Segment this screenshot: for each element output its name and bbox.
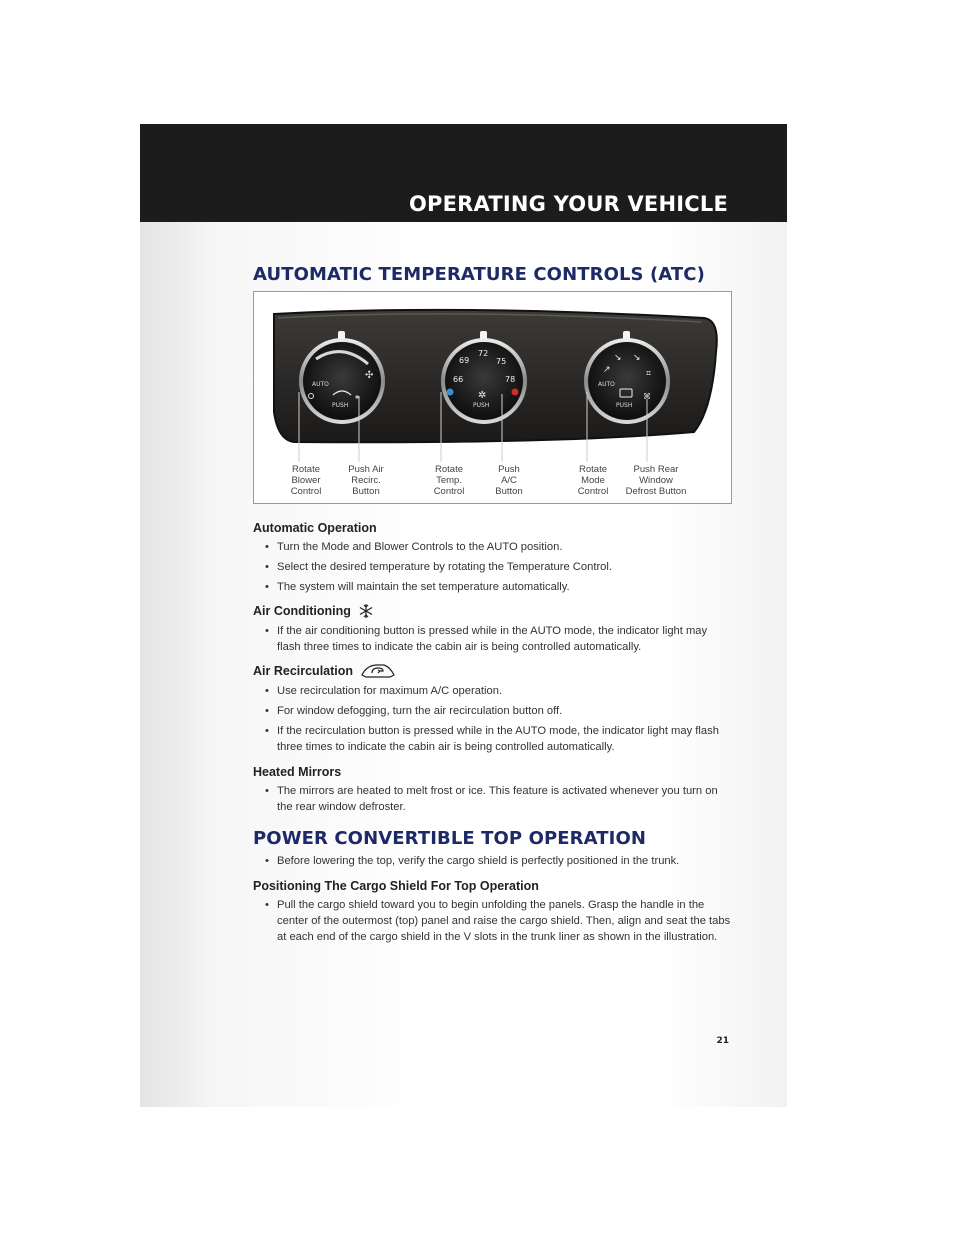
list-item: • Use recirculation for maximum A/C operation.	[253, 683, 731, 699]
atc-section-title: AUTOMATIC TEMPERATURE CONTROLS (ATC)	[253, 264, 705, 285]
list-item: • For window defogging, turn the air recirculation button off.	[253, 703, 731, 719]
svg-text:69: 69	[459, 356, 470, 365]
svg-text:↘: ↘	[614, 353, 622, 363]
page	[140, 124, 787, 1107]
callout-rotate-temp-control: Rotate Temp. Control	[433, 464, 465, 497]
list-item: • If the recirculation button is pressed while in the AUTO mode, the indicator light may flash three times to indicate the cabin air is being controlled automatically.	[253, 723, 731, 755]
heated-mirrors-heading: Heated Mirrors	[253, 765, 342, 779]
svg-text:AUTO: AUTO	[598, 381, 615, 388]
svg-text:✲: ✲	[478, 390, 487, 401]
content	[253, 264, 731, 945]
air-conditioning-heading: Air Conditioning	[253, 603, 731, 619]
svg-text:⌗: ⌗	[646, 369, 652, 379]
automatic-operation-heading: Automatic Operation	[253, 521, 377, 535]
cargo-shield-list	[253, 897, 731, 945]
callout-rotate-mode-control: Rotate Mode Control	[577, 464, 609, 497]
svg-text:78: 78	[505, 375, 516, 384]
heated-mirrors-list	[253, 783, 731, 815]
convertible-section-title: POWER CONVERTIBLE TOP OPERATION	[253, 828, 647, 849]
atc-figure	[253, 291, 732, 504]
callout-push-air-recirc-button: Push Air Recirc. Button	[348, 464, 384, 497]
svg-text:AUTO: AUTO	[312, 381, 329, 388]
svg-text:72: 72	[478, 349, 489, 358]
callout-push-rear-window-defrost-button: Push Rear Window Defrost Button	[625, 464, 687, 497]
automatic-operation-list	[253, 539, 731, 595]
callout-rotate-blower-control: Rotate Blower Control	[290, 464, 322, 497]
page-number: 21	[716, 1036, 729, 1046]
convertible-list	[253, 853, 731, 869]
svg-text:✣: ✣	[365, 370, 374, 381]
list-item: • Pull the cargo shield toward you to begin unfolding the panels. Grasp the handle in the center of the outermost (top) panel and raise the cargo shield. Then, align and seat the tabs at each end of the cargo shield in the V slots in the trunk liner as shown in the illustration.	[253, 897, 731, 945]
svg-text:⌘: ⌘	[643, 392, 651, 401]
svg-text:PUSH: PUSH	[616, 402, 633, 409]
callout-push-ac-button: Push A/C Button	[495, 464, 523, 497]
list-item: • Before lowering the top, verify the cargo shield is perfectly positioned in the trunk.	[253, 853, 731, 869]
list-item: • If the air conditioning button is pressed while in the AUTO mode, the indicator light may flash three times to indicate the cabin air is being controlled automatically.	[253, 623, 731, 655]
header-band	[140, 124, 787, 222]
cargo-shield-heading: Positioning The Cargo Shield For Top Operation	[253, 879, 539, 893]
svg-text:↘: ↘	[633, 353, 641, 363]
air-conditioning-list	[253, 623, 731, 655]
svg-text:PUSH: PUSH	[332, 402, 349, 409]
list-item: • Select the desired temperature by rotating the Temperature Control.	[253, 559, 731, 575]
list-item: • The system will maintain the set temperature automatically.	[253, 579, 731, 595]
snowflake-icon	[358, 603, 374, 619]
svg-text:PUSH: PUSH	[473, 402, 490, 409]
page-header-title: OPERATING YOUR VEHICLE	[408, 192, 728, 216]
list-item: • The mirrors are heated to melt frost or ice. This feature is activated whenever you turn on the rear window defroster.	[253, 783, 731, 815]
svg-text:66: 66	[453, 375, 464, 384]
recirculation-icon	[360, 663, 396, 679]
air-recirculation-list	[253, 683, 731, 755]
list-item: • Turn the Mode and Blower Controls to the AUTO position.	[253, 539, 731, 555]
svg-text:↗: ↗	[603, 365, 611, 375]
svg-text:75: 75	[496, 357, 507, 366]
air-recirculation-heading: Air Recirculation	[253, 663, 731, 679]
